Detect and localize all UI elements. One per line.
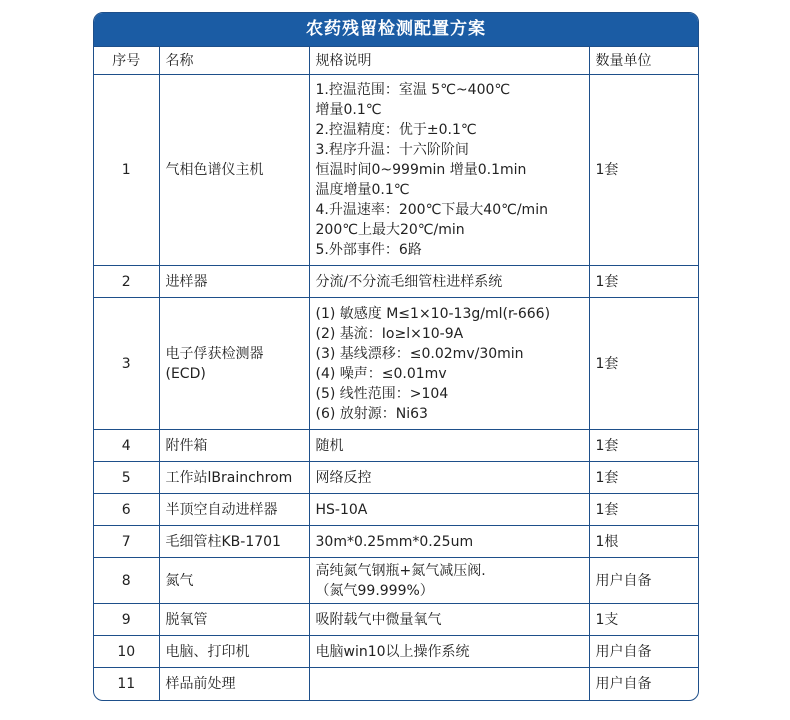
row-name [159,266,309,298]
name-line: 进样器 [165,273,208,290]
row-qty: 1套 [589,266,698,298]
row-number: 4 [94,430,159,462]
spec-line: 恒温时间0~999min 增量0.1min [315,162,527,178]
row-spec [309,75,589,266]
spec-line: (2) 基流：Io≥l×10-9A [315,325,464,342]
row-qty: 1套 [589,298,698,430]
spec-line: 网络反控 [315,469,372,486]
spec-line: 高纯氮气钢瓶+氮气减压阀. [315,562,486,579]
table-row [94,298,698,430]
row-number: 5 [94,462,159,494]
header-no: 序号 [94,47,159,75]
config-table [94,46,698,700]
name-line: 样品前处理 [165,675,236,692]
spec-line: 增量0.1℃ [315,102,382,118]
name-line: 毛细管柱KB-1701 [165,533,281,550]
spec-line: (5) 线性范围：>104 [315,385,449,402]
spec-line: 200℃上最大20℃/min [315,222,465,238]
name-line: 电脑、打印机 [165,643,250,660]
name-line: 附件箱 [165,437,208,454]
row-name [159,462,309,494]
spec-line: 30m*0.25mm*0.25um [315,533,474,550]
row-spec [309,298,589,430]
row-qty: 用户自备 [589,558,698,604]
spec-line: 3.程序升温：十六阶阶间 [315,142,469,158]
table-row [94,494,698,526]
spec-line: 2.控温精度：优于±0.1℃ [315,122,477,138]
row-number: 8 [94,558,159,604]
row-number: 9 [94,604,159,636]
spec-line: (4) 噪声：≤0.01mv [315,365,447,382]
row-spec [309,668,589,700]
name-line: 气相色谱仪主机 [165,162,264,178]
table-row [94,604,698,636]
row-spec [309,526,589,558]
table-title: 农药残留检测配置方案 [94,13,698,46]
row-spec [309,266,589,298]
header-spec: 规格说明 [309,47,589,75]
row-qty: 用户自备 [589,668,698,700]
spec-line: 电脑win10以上操作系统 [315,643,470,660]
row-qty: 1套 [589,430,698,462]
row-qty: 1套 [589,494,698,526]
row-qty: 1套 [589,462,698,494]
table-row [94,266,698,298]
name-line: 工作站lBrainchrom [165,469,293,486]
row-name [159,526,309,558]
spec-line: HS-10A [315,501,368,518]
table-row [94,430,698,462]
spec-line: (3) 基线漂移：≤0.02mv/30min [315,345,524,362]
spec-line: 温度增量0.1℃ [315,182,410,198]
table-row [94,668,698,700]
table-row [94,462,698,494]
row-qty: 1套 [589,75,698,266]
row-spec [309,558,589,604]
spec-line: 5.外部事件：6路 [315,242,422,258]
row-name [159,604,309,636]
row-number: 11 [94,668,159,700]
row-spec [309,462,589,494]
config-table-panel [93,12,699,701]
spec-line: (1) 敏感度 M≤1×10-13g/ml(r-666) [315,305,551,322]
name-line: 氮气 [165,572,194,589]
row-number: 3 [94,298,159,430]
row-number: 10 [94,636,159,668]
row-number: 2 [94,266,159,298]
spec-line: 吸附载气中微量氧气 [315,611,442,628]
name-line: (ECD) [165,365,206,382]
row-name [159,75,309,266]
row-name [159,494,309,526]
row-spec [309,604,589,636]
header-qty: 数量单位 [589,47,698,75]
header-name: 名称 [159,47,309,75]
row-qty: 用户自备 [589,636,698,668]
header-row [94,47,698,75]
spec-line: （氮气99.999%） [315,582,434,599]
row-number: 7 [94,526,159,558]
name-line: 脱氧管 [165,611,208,628]
table-row [94,75,698,266]
row-number: 1 [94,75,159,266]
spec-line: 1.控温范围：室温 5℃~400℃ [315,82,511,98]
row-name [159,668,309,700]
spec-line: 4.升温速率：200℃下最大40℃/min [315,202,548,218]
row-name [159,430,309,462]
spec-line: (6) 放射源：Ni63 [315,405,428,422]
row-qty: 1根 [589,526,698,558]
row-spec [309,430,589,462]
table-row [94,558,698,604]
row-name [159,636,309,668]
spec-line: 分流/不分流毛细管柱进样系统 [315,273,503,290]
name-line: 半顶空自动进样器 [165,501,278,518]
spec-line: 随机 [315,437,344,454]
table-row [94,526,698,558]
row-name [159,298,309,430]
row-number: 6 [94,494,159,526]
name-line: 电子俘获检测器 [165,345,264,362]
row-name [159,558,309,604]
table-row [94,636,698,668]
row-spec [309,636,589,668]
row-spec [309,494,589,526]
row-qty: 1支 [589,604,698,636]
